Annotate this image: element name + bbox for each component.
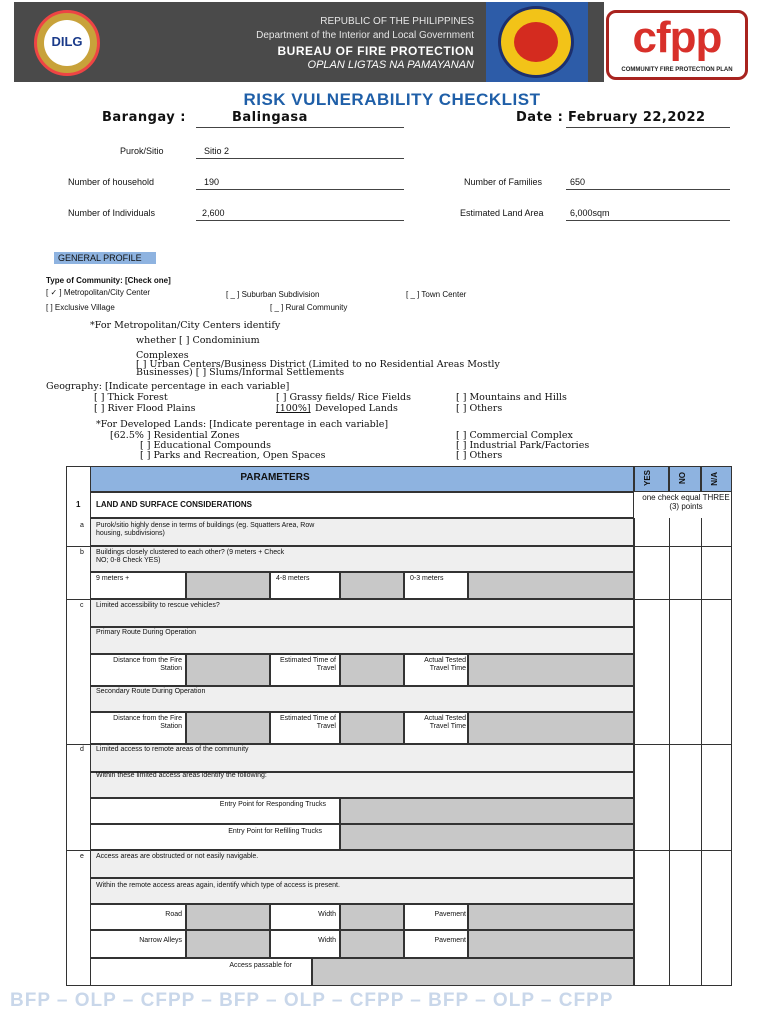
row-a-text: Purok/sitio highly dense in terms of buildings (eg. Squatters Area, Row housing, subdivisions) xyxy=(96,522,315,537)
b-opt2-label: 4-8 meters xyxy=(276,575,310,582)
geo-others[interactable]: [ ] Others xyxy=(456,403,503,414)
alleys-width-label: Width xyxy=(318,937,336,944)
metro-identify-line2: Complexes xyxy=(136,350,189,361)
alleys-pavement-input[interactable] xyxy=(468,930,634,958)
alleys-width-input[interactable] xyxy=(340,930,404,958)
primary-est-label: Estimated Time of Travel xyxy=(279,657,336,672)
road-pavement-label: Pavement xyxy=(434,911,466,918)
household-underline xyxy=(196,189,404,190)
row-a-letter: a xyxy=(80,522,84,529)
primary-dist-label: Distance from the Fire Station xyxy=(113,657,182,672)
primary-actual-label: Actual Tested Travel Time xyxy=(424,657,466,672)
row-b-letter: b xyxy=(80,549,84,556)
secondary-actual-input[interactable] xyxy=(468,712,634,744)
developed-heading: *For Developed Lands: [Indicate perentage in each variable] xyxy=(96,419,389,430)
community-heading: Type of Community: [Check one] xyxy=(46,276,171,285)
secondary-est-label: Estimated Time of Travel xyxy=(279,715,336,730)
points-note: one check equal THREE (3) points xyxy=(642,493,730,511)
barangay-underline xyxy=(196,127,404,128)
department-text: Department of the Interior and Local Government xyxy=(256,30,474,41)
geo-thick-forest[interactable]: [ ] Thick Forest xyxy=(94,392,168,403)
b-opt3-input[interactable] xyxy=(468,572,634,599)
entry-resp-input[interactable] xyxy=(340,798,634,824)
alleys-input[interactable] xyxy=(186,930,270,958)
dev-industrial[interactable]: [ ] Industrial Park/Factories xyxy=(456,440,590,451)
purok-underline xyxy=(196,158,404,159)
b-opt1-label: 9 meters + xyxy=(96,575,130,582)
secondary-dist-label: Distance from the Fire Station xyxy=(113,715,182,730)
metro-identify-line3[interactable]: [ ] Urban Centers/Business District (Limited to no Residential Areas Mostly xyxy=(136,359,500,370)
dev-others[interactable]: [ ] Others xyxy=(456,450,503,461)
no-header-text: NO xyxy=(678,472,687,484)
check-row-sep-c xyxy=(634,599,732,600)
families-value[interactable]: 650 xyxy=(570,177,586,187)
household-label: Number of household xyxy=(68,177,155,187)
bfp-seal-center xyxy=(514,22,558,62)
row-e-text: Access areas are obstructed or not easily navigable. xyxy=(96,853,259,860)
cfpp-logo-subtitle: COMMUNITY FIRE PROTECTION PLAN xyxy=(621,67,733,73)
geo-grassy-fields[interactable]: [ ] Grassy fields/ Rice Fields xyxy=(276,392,411,403)
families-underline xyxy=(566,189,730,190)
bureau-text: BUREAU OF FIRE PROTECTION xyxy=(277,44,474,58)
purok-label: Purok/Sitio xyxy=(120,146,164,156)
yes-column-line xyxy=(634,518,635,986)
road-pavement-input[interactable] xyxy=(468,904,634,930)
community-exclusive-option[interactable]: [ ] Exclusive Village xyxy=(46,303,115,312)
barangay-label: Barangay : xyxy=(102,110,186,125)
num-row-sep-b xyxy=(66,546,90,547)
check-row-sep-e xyxy=(634,850,732,851)
barangay-value[interactable]: Balingasa xyxy=(232,110,308,125)
metro-identify-line1[interactable]: whether [ ] Condominium xyxy=(136,335,260,346)
individuals-underline xyxy=(196,220,404,221)
dev-residential[interactable]: [62.5% ] Residential Zones xyxy=(110,430,240,441)
b-opt3-label: 0-3 meters xyxy=(410,575,444,582)
alleys-pavement-cell xyxy=(404,930,468,958)
primary-est-input[interactable] xyxy=(340,654,404,686)
land-underline xyxy=(566,220,730,221)
no-column-line xyxy=(669,518,670,986)
general-profile-heading: GENERAL PROFILE xyxy=(54,252,156,264)
alleys-pavement-label: Pavement xyxy=(434,937,466,944)
na-header-text: N/A xyxy=(710,472,719,486)
alleys-cell xyxy=(90,930,186,958)
entry-refill-input[interactable] xyxy=(340,824,634,850)
geo-developed-percent[interactable]: [100%] xyxy=(276,403,311,414)
section-1-title: LAND AND SURFACE CONSIDERATIONS xyxy=(96,500,253,509)
b-opt1-input[interactable] xyxy=(186,572,270,599)
row-d-text: Limited access to remote areas of the community xyxy=(96,746,249,753)
footer-watermark: BFP – OLP – CFPP – BFP – OLP – CFPP – BFP – OLP – CFPP xyxy=(10,990,614,1011)
num-row-sep-c xyxy=(66,599,90,600)
row-d-letter: d xyxy=(80,746,84,753)
page-title: RISK VULNERABILITY CHECKLIST xyxy=(243,90,541,109)
land-label: Estimated Land Area xyxy=(460,208,544,218)
entry-refill-label: Entry Point for Refilling Trucks xyxy=(228,828,322,835)
primary-route-label: Primary Route During Operation xyxy=(96,629,196,636)
b-opt2-input[interactable] xyxy=(340,572,404,599)
dev-commercial[interactable]: [ ] Commercial Complex xyxy=(456,430,573,441)
community-metro-option[interactable]: [ ✓ ] Metropolitan/City Center xyxy=(46,288,151,297)
entry-resp-label: Entry Point for Responding Trucks xyxy=(219,801,326,808)
individuals-label: Number of Individuals xyxy=(68,208,156,218)
row-d-sub-text: Within these limited access areas identify the following: xyxy=(96,772,267,779)
check-row-sep-d xyxy=(634,744,732,745)
passable-label: Access passable for xyxy=(229,962,292,969)
republic-text: REPUBLIC OF THE PHILIPPINES xyxy=(320,16,474,27)
yes-header-text: YES xyxy=(643,470,652,487)
dev-parks[interactable]: [ ] Parks and Recreation, Open Spaces xyxy=(140,450,326,461)
row-e-letter: e xyxy=(80,853,84,860)
road-width-input[interactable] xyxy=(340,904,404,930)
num-row-sep-d xyxy=(66,744,90,745)
primary-dist-input[interactable] xyxy=(186,654,270,686)
land-value[interactable]: 6,000sqm xyxy=(570,208,610,218)
dilg-logo-text: DILG xyxy=(51,34,83,49)
cfpp-logo-text: cfpp xyxy=(632,13,722,62)
parameters-header-text: PARAMETERS xyxy=(240,472,310,483)
household-value[interactable]: 190 xyxy=(204,177,220,187)
geo-developed-lands: Developed Lands xyxy=(315,403,398,414)
date-label: Date : xyxy=(516,110,564,125)
secondary-dist-input[interactable] xyxy=(186,712,270,744)
alleys-label: Narrow Alleys xyxy=(139,937,182,944)
alleys-width-cell xyxy=(270,930,340,958)
geo-mountains[interactable]: [ ] Mountains and Hills xyxy=(456,392,567,403)
community-rural-option[interactable]: [ _ ] Rural Community xyxy=(270,303,348,312)
secondary-route-label: Secondary Route During Operation xyxy=(96,688,206,695)
na-column-line xyxy=(701,518,702,986)
row-e-sub-text: Within the remote access areas again, identify which type of access is present. xyxy=(96,882,340,889)
metro-identify-heading: *For Metropolitan/City Centers identify xyxy=(90,320,281,331)
row-c-letter: c xyxy=(80,602,84,609)
road-input[interactable] xyxy=(186,904,270,930)
geography-heading: Geography: [Indicate percentage in each variable] xyxy=(46,381,290,392)
row-c-text: Limited accessibility to rescue vehicles? xyxy=(96,602,220,609)
road-label: Road xyxy=(165,911,182,918)
oplan-text: OPLAN LIGTAS NA PAMAYANAN xyxy=(307,59,474,71)
row-b-text: Buildings closely clustered to each other? (9 meters + Check NO; 0-8 Check YES) xyxy=(96,549,285,564)
passable-input[interactable] xyxy=(312,958,634,986)
road-width-label: Width xyxy=(318,911,336,918)
dev-educational[interactable]: [ ] Educational Compounds xyxy=(140,440,271,451)
secondary-actual-label: Actual Tested Travel Time xyxy=(424,715,466,730)
date-value[interactable]: February 22,2022 xyxy=(568,110,706,125)
secondary-est-input[interactable] xyxy=(340,712,404,744)
community-suburban-option[interactable]: [ _ ] Suburban Subdivision xyxy=(226,290,320,299)
date-underline xyxy=(566,127,730,128)
section-1-number: 1 xyxy=(76,500,81,509)
check-row-sep-b xyxy=(634,546,732,547)
families-label: Number of Families xyxy=(464,177,543,187)
primary-actual-input[interactable] xyxy=(468,654,634,686)
community-town-option[interactable]: [ _ ] Town Center xyxy=(406,290,467,299)
purok-value[interactable]: Sitio 2 xyxy=(204,146,230,156)
metro-identify-line4[interactable]: Businesses) [ ] Slums/Informal Settlements xyxy=(136,367,345,378)
num-row-sep-e xyxy=(66,850,90,851)
geo-river[interactable]: [ ] River Flood Plains xyxy=(94,403,196,414)
individuals-value[interactable]: 2,600 xyxy=(202,208,225,218)
